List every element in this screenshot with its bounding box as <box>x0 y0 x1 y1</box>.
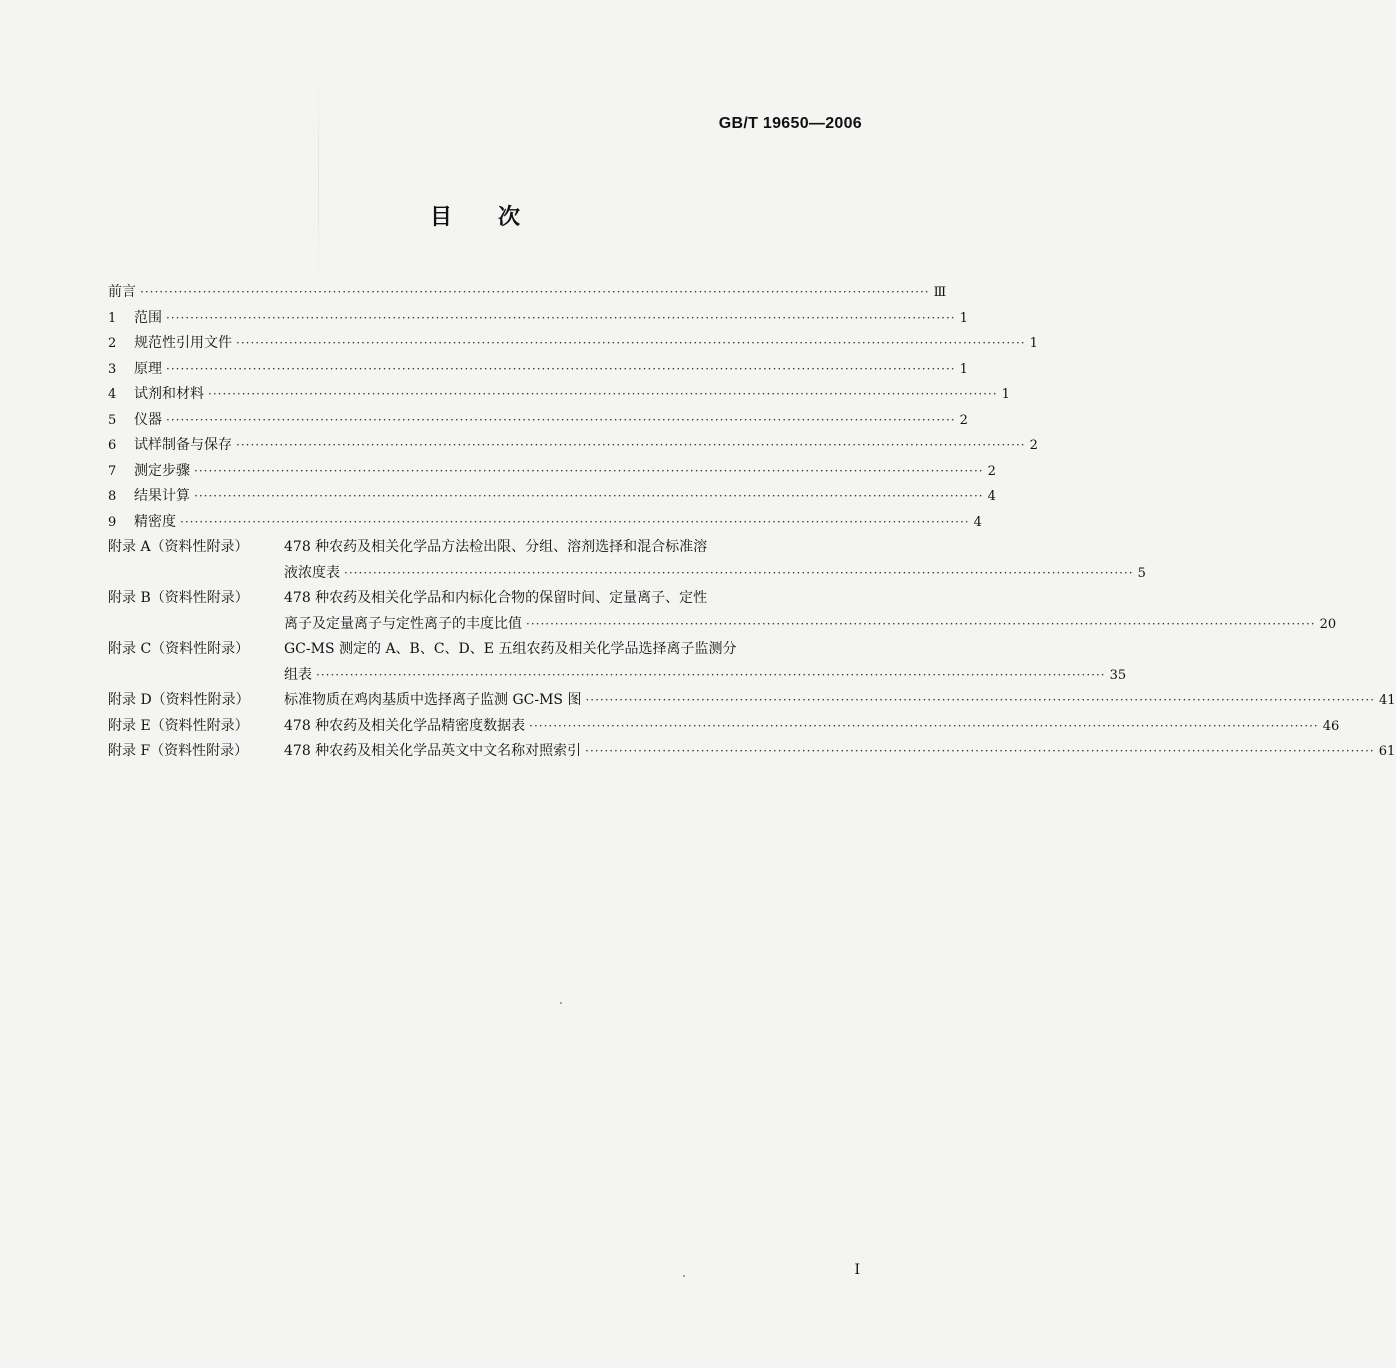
toc-entry-number: 2 <box>108 336 117 351</box>
toc-entry-label: 范围 <box>134 309 162 326</box>
annex-page: 46 <box>1322 718 1340 734</box>
dot-leader <box>194 484 984 510</box>
toc-entry <box>108 357 968 383</box>
toc-entry <box>108 408 968 434</box>
toc-entry <box>108 382 1010 408</box>
toc-entry-page: 4 <box>987 489 996 504</box>
annex-page: 5 <box>1137 565 1146 581</box>
dot-leader <box>526 612 1316 638</box>
toc-entry-number: 6 <box>108 438 117 453</box>
dot-leader <box>166 306 956 332</box>
scan-artifact-dot <box>683 1275 685 1277</box>
annex-title-line: 478 种农药及相关化学品英文中文名称对照索引 <box>284 743 582 759</box>
toc-entry-label: 试样制备与保存 <box>134 437 232 453</box>
toc-entry-label: 精密度 <box>134 513 176 530</box>
toc-entry-number: 4 <box>108 387 117 402</box>
toc-entry-number: 9 <box>108 514 117 530</box>
toc-annex-d <box>108 688 1396 714</box>
toc-annex-b <box>108 586 1337 637</box>
scan-artifact-dot <box>560 1002 562 1004</box>
dot-leader <box>585 739 1375 765</box>
dot-leader <box>194 459 984 485</box>
page-title: 目次 <box>429 205 566 230</box>
annex-heading: 附录 F（资料性附录） <box>108 743 249 759</box>
toc-entry-label: 仪器 <box>134 411 162 428</box>
annex-heading: 附录 A（资料性附录） <box>108 539 249 555</box>
dot-leader <box>236 433 1026 459</box>
toc-entry-number: 1 <box>108 310 117 326</box>
toc-annex-c <box>108 637 1127 688</box>
annex-heading: 附录 D（资料性附录） <box>108 692 250 708</box>
dot-leader <box>166 357 956 383</box>
toc-entry-page: 2 <box>1029 438 1038 453</box>
annex-page: 61 <box>1378 744 1396 759</box>
annex-title-line: 标准物质在鸡肉基质中选择离子监测 GC-MS 图 <box>284 692 582 708</box>
toc-entry-number: 7 <box>108 463 117 479</box>
dot-leader <box>344 561 1134 587</box>
toc-entry-page: 1 <box>959 361 968 377</box>
annex-page: 35 <box>1109 667 1127 683</box>
toc-entry-page: 2 <box>987 463 996 479</box>
annex-heading: 附录 C（资料性附录） <box>108 641 250 657</box>
toc-entry-foreword <box>108 280 947 306</box>
dot-leader <box>316 663 1106 689</box>
table-of-contents <box>108 280 1396 765</box>
toc-entry-number: 3 <box>108 361 117 377</box>
toc-entry-page: 4 <box>973 514 982 530</box>
dot-leader <box>166 408 956 434</box>
page-number: I <box>854 1262 860 1278</box>
dot-leader <box>208 382 998 408</box>
toc-entry-label: 规范性引用文件 <box>134 335 232 351</box>
toc-entry-label: 原理 <box>134 360 162 377</box>
toc-entry-label: 试剂和材料 <box>134 386 204 402</box>
toc-entry <box>108 459 996 485</box>
toc-entry-page: 2 <box>959 412 968 428</box>
standard-code: GB/T 19650—2006 <box>718 115 862 132</box>
toc-entry-label: 结果计算 <box>134 488 190 504</box>
toc-entry-number: 5 <box>108 412 117 428</box>
toc-entry-label: 测定步骤 <box>134 462 190 479</box>
annex-heading: 附录 B（资料性附录） <box>108 590 249 606</box>
toc-entry <box>108 306 968 332</box>
annex-heading: 附录 E（资料性附录） <box>108 717 249 734</box>
dot-leader <box>236 331 1026 357</box>
toc-annex-e <box>108 714 1340 740</box>
toc-entry-label: 前言 <box>108 284 136 300</box>
toc-entry <box>108 484 996 510</box>
toc-entry-page: 1 <box>1029 336 1038 351</box>
annex-title-line: GC-MS 测定的 A、B、C、D、E 五组农药及相关化学品选择离子监测分 <box>284 641 737 657</box>
toc-entry <box>108 433 1038 459</box>
annex-title-line: 离子及定量离子与定性离子的丰度比值 <box>284 615 522 632</box>
dot-leader <box>529 714 1319 740</box>
annex-title-line: 478 种农药及相关化学品方法检出限、分组、溶剂选择和混合标准溶 <box>284 539 708 555</box>
dot-leader <box>180 510 970 536</box>
dot-leader <box>140 280 930 306</box>
toc-annex-a <box>108 535 1146 586</box>
annex-title-line: 478 种农药及相关化学品和内标化合物的保留时间、定量离子、定性 <box>284 590 708 606</box>
toc-entry-page: Ⅲ <box>933 285 947 300</box>
dot-leader <box>585 688 1375 714</box>
toc-entry-page: 1 <box>1001 387 1010 402</box>
toc-entry-number: 8 <box>108 489 117 504</box>
toc-entry <box>108 510 982 536</box>
annex-title-line: 液浓度表 <box>284 564 340 581</box>
annex-page: 41 <box>1379 693 1396 708</box>
toc-entry-page: 1 <box>959 310 968 326</box>
scan-artifact-line <box>318 60 319 300</box>
annex-page: 20 <box>1319 616 1337 632</box>
annex-title-line: 组表 <box>284 666 312 683</box>
annex-title-line: 478 种农药及相关化学品精密度数据表 <box>284 717 526 734</box>
toc-entry <box>108 331 1038 357</box>
toc-annex-f <box>108 739 1396 765</box>
